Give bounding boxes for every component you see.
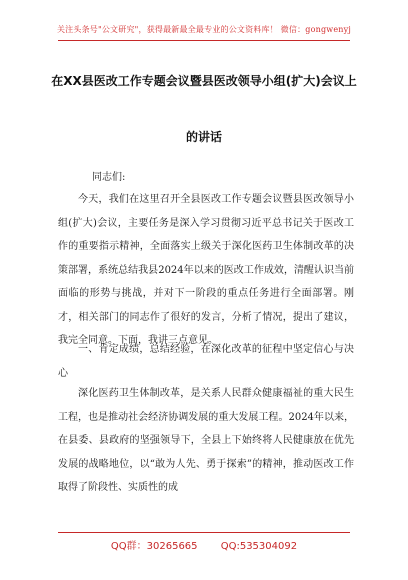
paragraph-section1: 深化医药卫生体制改革，是关系人民群众健康福祉的重大民生工程，也是推动社会经济协调发展的重大发展工程。2024年以来，在县委、县政府的坚强领导下，全县上下始终将人民健康放在优先发展的战略地位，以“敢为人先、勇于探索”的精神，推动医改工作取得了阶段性、实质性的成 [58,388,354,493]
footer [0,537,408,552]
header-note: 关注头条号"公文研究"，获得最新最全最专业的公文资料库！ 微信：gongwenyj [56,25,352,34]
header-divider [58,40,350,41]
section-heading-1: 一、肯定成绩，总结经验，在深化改革的征程中坚定信心与决心 [58,344,354,379]
footer-qq: QQ:535304092 [220,541,298,552]
salutation: 同志们: [92,172,126,183]
document-title-line1: 在XX县医改工作专题会议暨县医改领导小组(扩大)会议上 [51,74,357,88]
document-title-line2: 的讲话 [185,130,222,144]
footer-divider [58,532,350,533]
paragraph-intro: 今天，我们在这里召开全县医改工作专题会议暨县医改领导小组(扩大)会议，主要任务是深入学习贯彻习近平总书记关于医改工作的重要指示精神，全面落实上级关于深化医药卫生体制改革的决策部署，系统总结我县2024年以来的医改工作成效，清醒认识当前面临的形势与挑战，并对下一阶段的重点任务进行全面部署。刚才，相关部门的同志作了很好的发言，分析了情况，提出了建议，我完全同意。下面，我讲三点意见。 [58,194,354,346]
footer-qq-group: QQ群：30265665 [110,541,198,552]
